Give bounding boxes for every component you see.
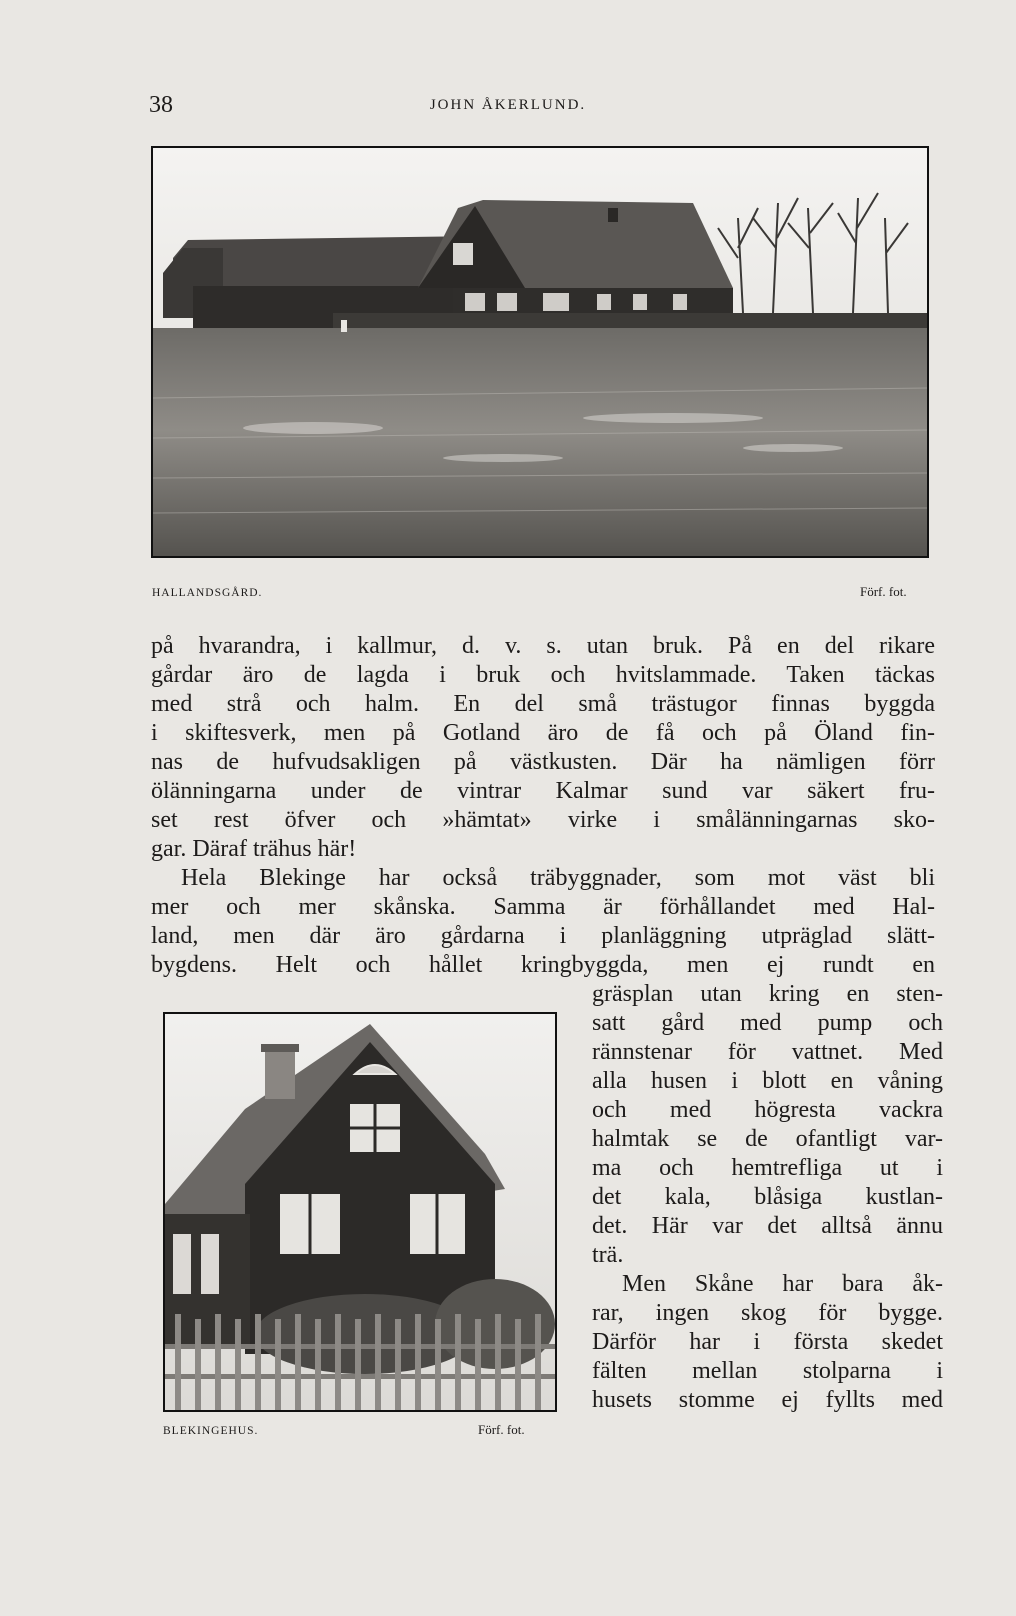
body-line: satt gård med pump och (592, 1010, 943, 1036)
page-number: 38 (149, 92, 173, 118)
body-line: gårdar äro de lagda i bruk och hvitslammade. Taken täckas (151, 662, 935, 688)
body-line: trä. (592, 1242, 624, 1268)
body-line: husets stomme ej fyllts med (592, 1387, 943, 1413)
body-line: land, men där äro gårdarna i planläggning utpräglad slätt- (151, 923, 935, 949)
body-line: mer och mer skånska. Samma är förhållandet med Hal- (151, 894, 935, 920)
body-line: ölänningarna under de vintrar Kalmar sund var säkert fru- (151, 778, 935, 804)
farmstead-photo (151, 146, 929, 558)
body-line: bygdens. Helt och hållet kringbyggda, men ej rundt en (151, 952, 935, 978)
body-line: i skiftesverk, men på Gotland äro de få och på Öland fin- (151, 720, 935, 746)
body-line: set rest öfver och »hämtat» virke i smålänningarnas sko- (151, 807, 935, 833)
body-line: Men Skåne har bara åk- (622, 1271, 943, 1297)
body-line: Därför har i första skedet (592, 1329, 943, 1355)
body-line: rar, ingen skog för bygge. (592, 1300, 943, 1326)
body-line: ma och hemtrefliga ut i (592, 1155, 943, 1181)
figure-credit: Förf. fot. (860, 584, 907, 599)
figure-caption: HALLANDSGÅRD. (152, 587, 263, 599)
body-line: gräsplan utan kring en sten- (592, 981, 943, 1007)
running-head: JOHN ÅKERLUND. (429, 97, 587, 113)
body-line: fälten mellan stolparna i (592, 1358, 943, 1384)
body-line: med strå och halm. En del små trästugor finnas byggda (151, 691, 935, 717)
figure-caption: BLEKINGEHUS. (163, 1425, 259, 1437)
body-line: det. Här var det alltså ännu (592, 1213, 943, 1239)
body-line: Hela Blekinge har också träbyggnader, som mot väst bli (181, 865, 935, 891)
body-line: på hvarandra, i kallmur, d. v. s. utan bruk. På en del rikare (151, 633, 935, 659)
body-line: rännstenar för vattnet. Med (592, 1039, 943, 1065)
body-line: det kala, blåsiga kustlan- (592, 1184, 943, 1210)
body-line: alla husen i blott en våning (592, 1068, 943, 1094)
body-line: halmtak se de ofantligt var- (592, 1126, 943, 1152)
cottage-photo (163, 1012, 557, 1412)
body-line: nas de hufvudsakligen på västkusten. Där ha nämligen förr (151, 749, 935, 775)
body-line: gar. Däraf trähus här! (151, 836, 357, 862)
figure-credit: Förf. fot. (478, 1422, 525, 1437)
body-line: och med högresta vackra (592, 1097, 943, 1123)
